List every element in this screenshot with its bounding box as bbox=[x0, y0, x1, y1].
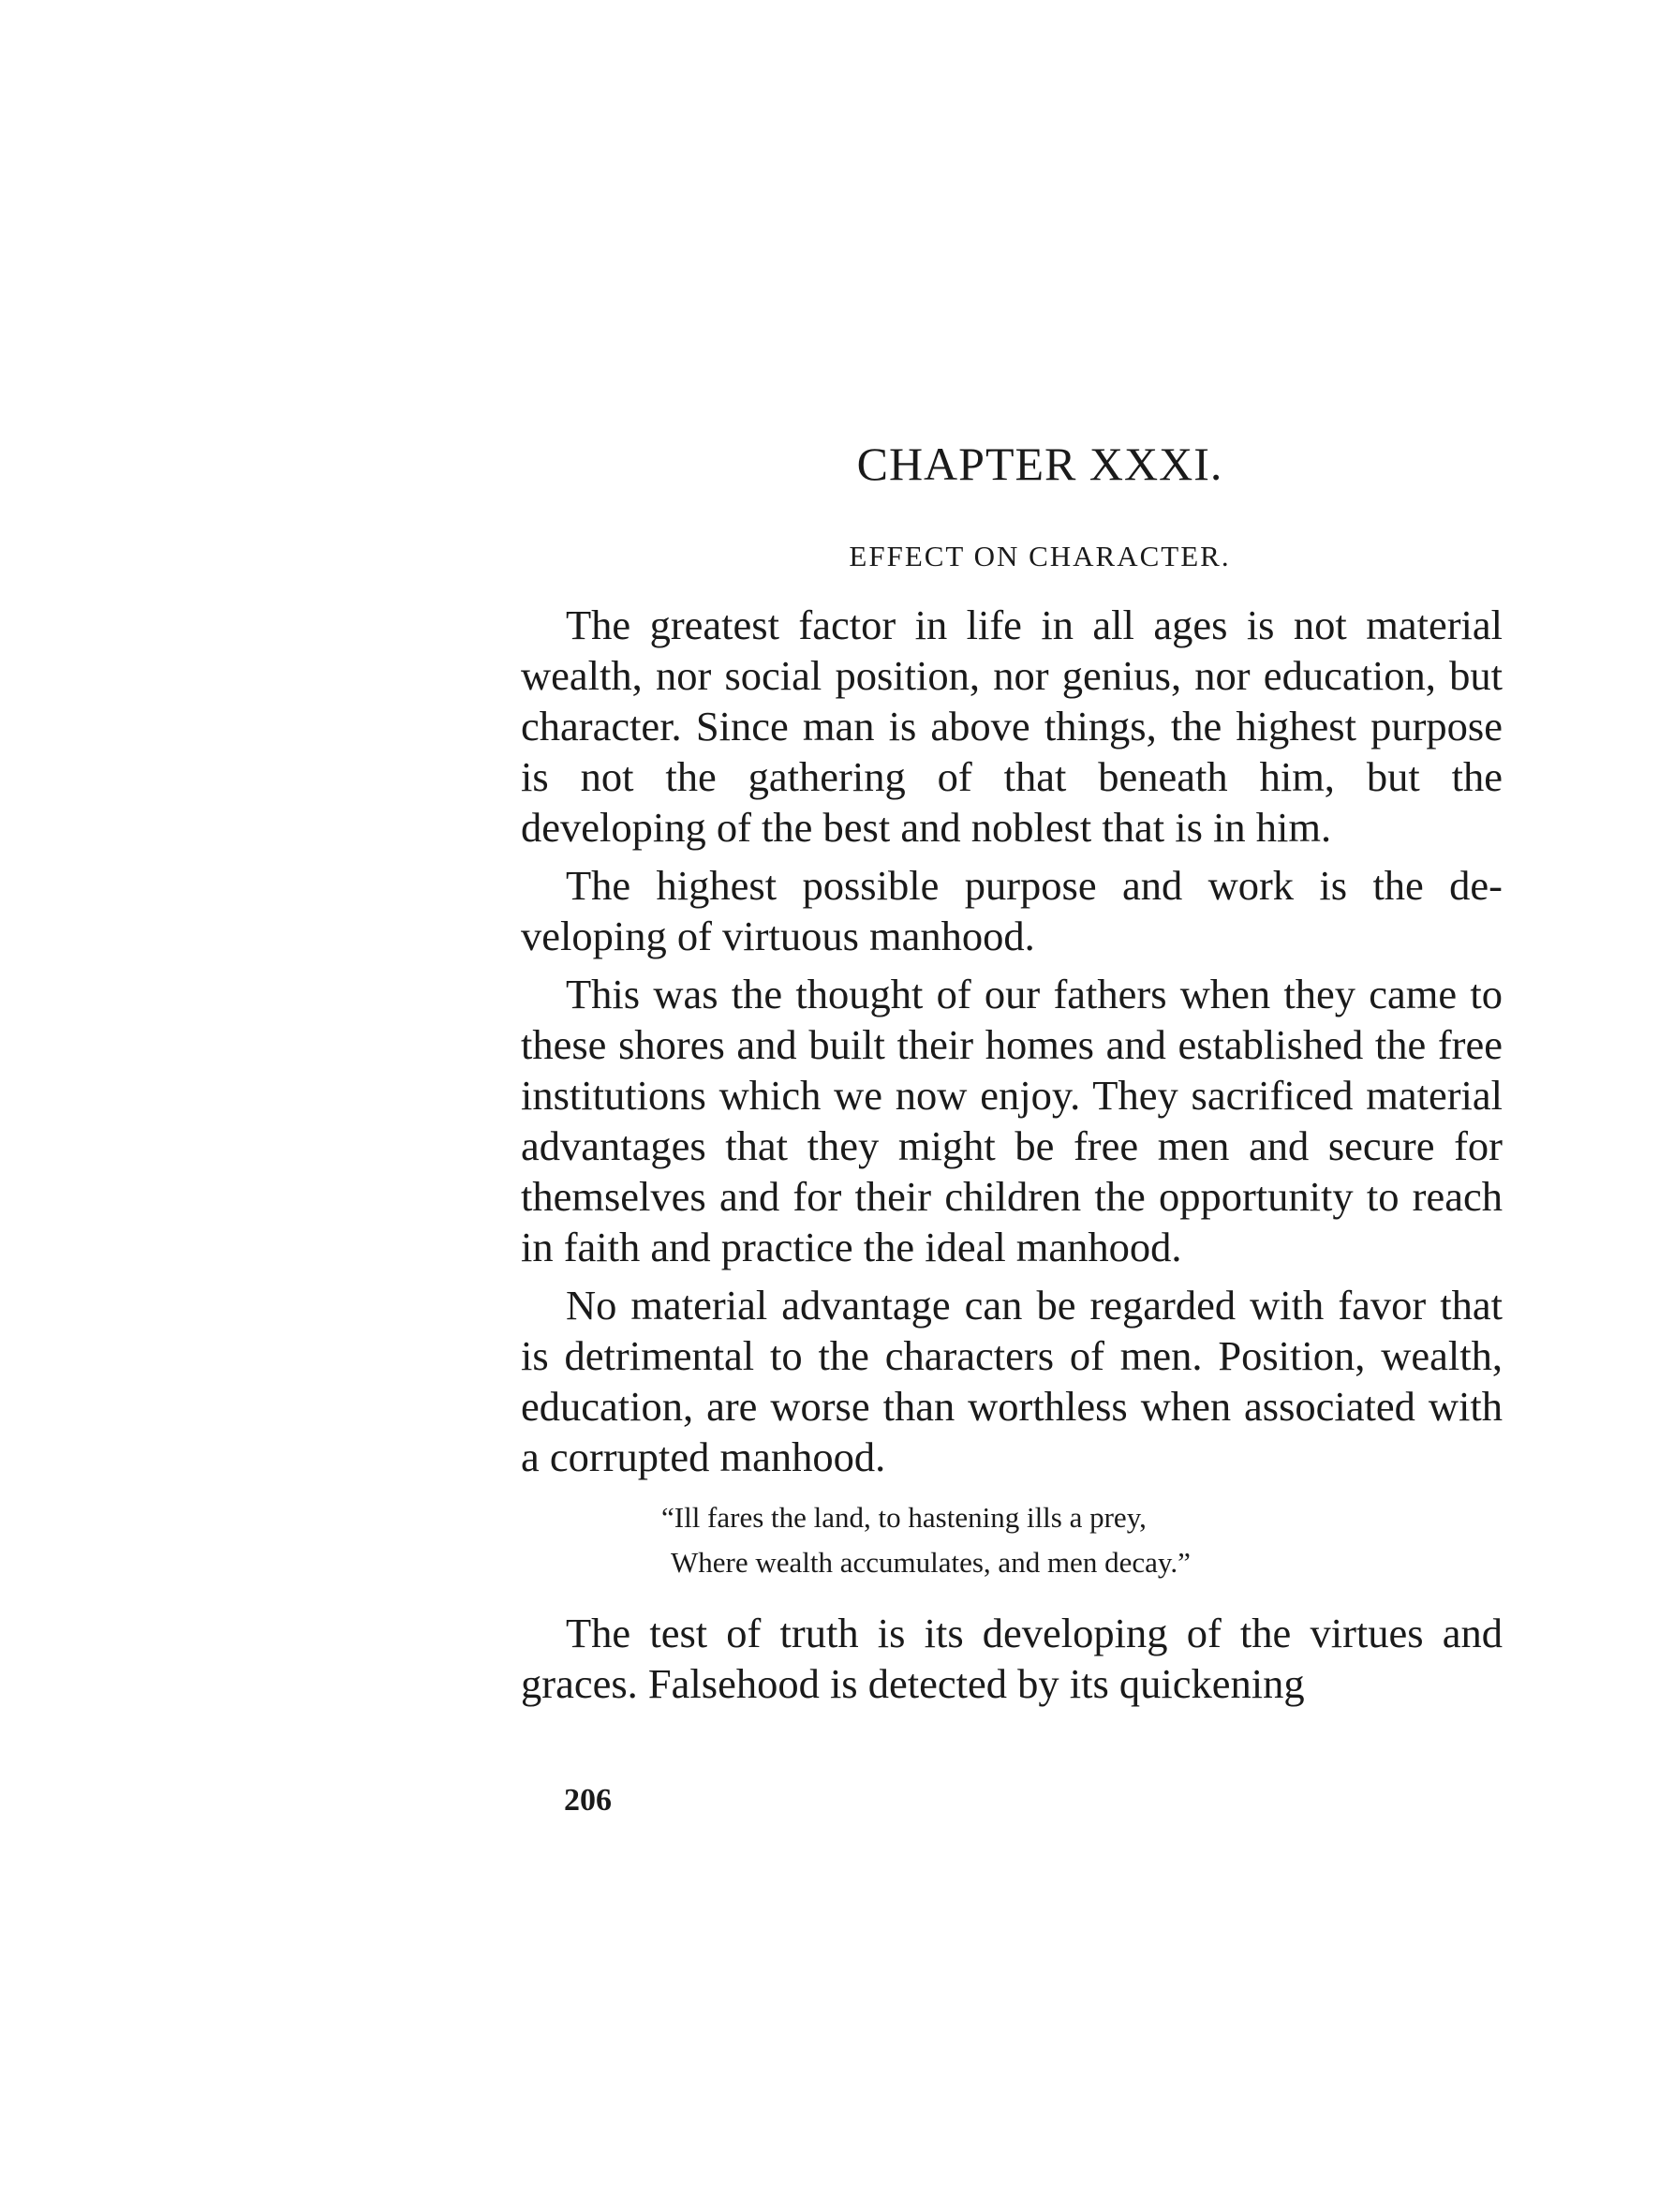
quote-line: Where wealth accumulates, and men decay.” bbox=[671, 1546, 1191, 1579]
paragraph: The greatest factor in life in all ages is not material wealth, nor social position, nor genius, nor education, but character. Since man is above things, the highest purpose is not the gathering of that beneath him, but the developing of the best and noblest that is in him. bbox=[521, 601, 1503, 851]
quote-line: “Ill fares the land, to hastening ills a prey, bbox=[661, 1501, 1147, 1534]
verse-quote bbox=[661, 1495, 1503, 1585]
page-number: 206 bbox=[564, 1783, 612, 1818]
paragraph: No material advantage can be regarded with favor that is detrimental to the characters of men. Position, wealth, education, are worse than worthless when associated with a corrupted manhood. bbox=[521, 1282, 1503, 1480]
chapter-subtitle: EFFECT ON CHARACTER. bbox=[849, 540, 1231, 572]
chapter-body bbox=[521, 600, 1503, 1716]
paragraph: This was the thought of our fathers when they came to these shores and built their homes and established the free institutions which we now enjoy. They sacrificed material advantages that they might be free men and secure for themselves and for their children the opportunity to reach in faith and practice the ideal manhood. bbox=[521, 971, 1503, 1270]
chapter-title: CHAPTER XXXI. bbox=[856, 438, 1223, 490]
paragraph: The test of truth is its developing of the virtues and graces. Falsehood is detected by its quickening bbox=[521, 1610, 1503, 1707]
paragraph: The highest possible purpose and work is the developing of virtuous manhood. bbox=[521, 862, 1503, 959]
